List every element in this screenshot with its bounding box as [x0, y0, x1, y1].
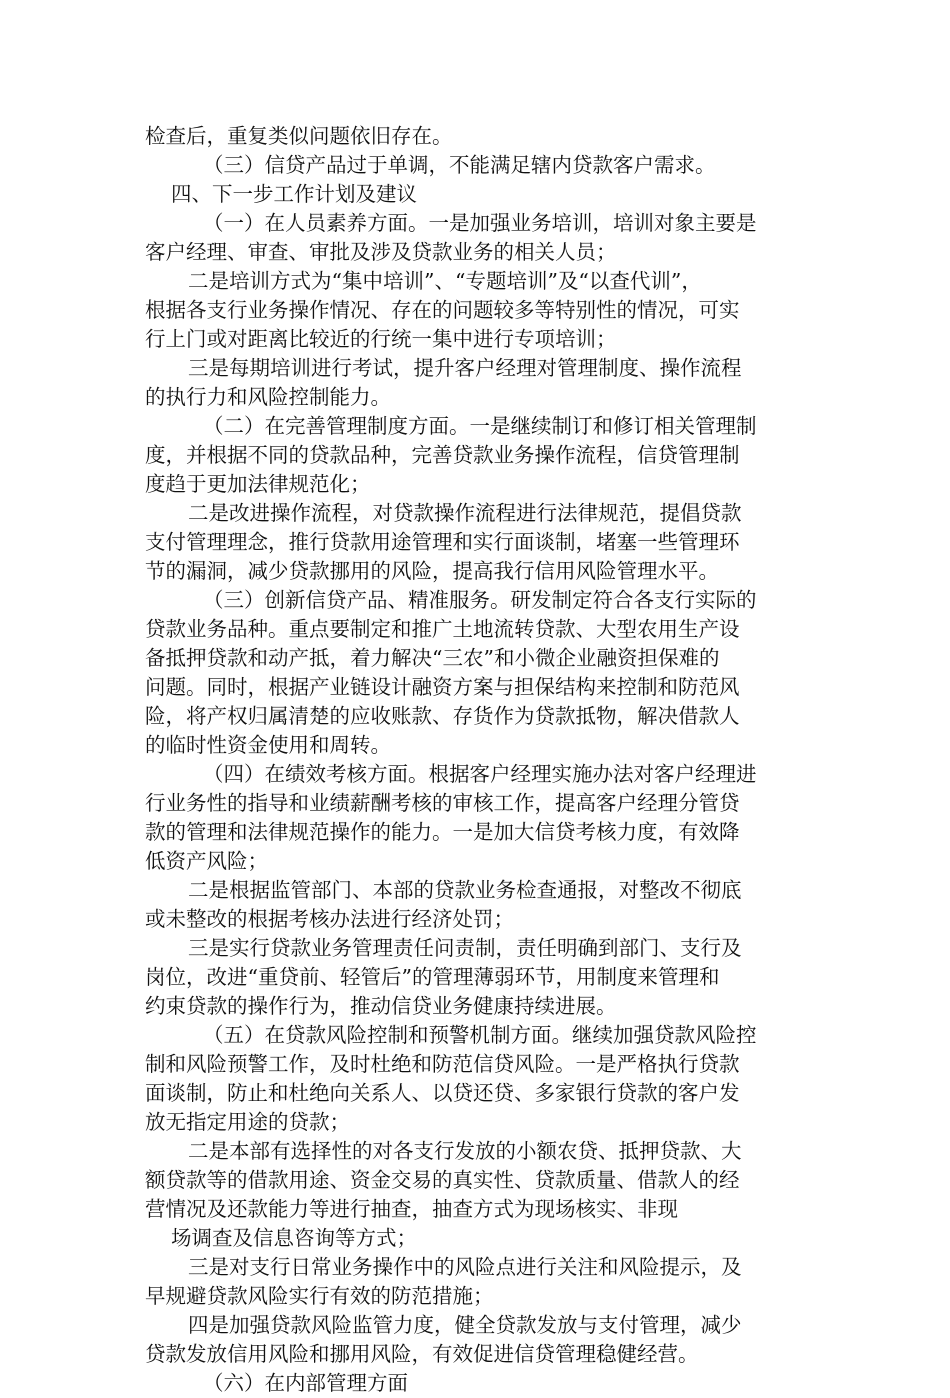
text-line: 四、下一步工作计划及建议 — [171, 182, 417, 206]
text-line: 二是培训方式为“集中培训”、“专题培训”及“以查代训”， — [188, 269, 702, 293]
text-line: 营情况及还款能力等进行抽查，抽查方式为现场核实、非现 — [145, 1197, 678, 1221]
text-line: 制和风险预警工作，及时杜绝和防范信贷风险。一是严格执行贷款 — [145, 1052, 740, 1076]
text-line: 检查后，重复类似问题依旧存在。 — [145, 124, 453, 148]
text-line: 约束贷款的操作行为，推动信贷业务健康持续进展。 — [145, 994, 617, 1018]
text-line: （五）在贷款风险控制和预警机制方面。继续加强贷款风险控 — [203, 1023, 757, 1047]
text-line: 行业务性的指导和业绩薪酬考核的审核工作，提高客户经理分管贷 — [145, 791, 740, 815]
text-line: 额贷款等的借款用途、资金交易的真实性、贷款质量、借款人的经 — [145, 1168, 740, 1192]
text-line: 二是改进操作流程，对贷款操作流程进行法律规范，提倡贷款 — [188, 501, 742, 525]
text-line: 客户经理、审查、审批及涉及贷款业务的相关人员； — [145, 240, 617, 264]
text-line: （三）创新信贷产品、精准服务。研发制定符合各支行实际的 — [203, 588, 757, 612]
text-line: 场调查及信息咨询等方式； — [171, 1226, 417, 1250]
text-line: （四）在绩效考核方面。根据客户经理实施办法对客户经理进 — [203, 762, 757, 786]
text-line: 贷款业务品种。重点要制定和推广土地流转贷款、大型农用生产设 — [145, 617, 740, 641]
text-line: 三是对支行日常业务操作中的风险点进行关注和风险提示，及 — [188, 1255, 742, 1279]
text-line: 岗位，改进“重贷前、轻管后”的管理薄弱环节，用制度来管理和 — [145, 965, 720, 989]
text-line: 款的管理和法律规范操作的能力。一是加大信贷考核力度，有效降 — [145, 820, 740, 844]
text-line: 低资产风险； — [145, 849, 268, 873]
text-line: 度，并根据不同的贷款品种，完善贷款业务操作流程，信贷管理制 — [145, 443, 740, 467]
text-line: 备抵押贷款和动产抵，着力解决“三农”和小微企业融资担保难的 — [145, 646, 720, 670]
text-line: （三）信贷产品过于单调，不能满足辖内贷款客户需求。 — [203, 153, 716, 177]
text-line: 的临时性资金使用和周转。 — [145, 733, 391, 757]
text-line: 的执行力和风险控制能力。 — [145, 385, 391, 409]
text-line: 三是每期培训进行考试，提升客户经理对管理制度、操作流程 — [188, 356, 742, 380]
text-line: （六）在内部管理方面 — [203, 1371, 408, 1395]
text-line: 面谈制，防止和杜绝向关系人、以贷还贷、多家银行贷款的客户发 — [145, 1081, 740, 1105]
text-line: 节的漏洞，减少贷款挪用的风险，提高我行信用风险管理水平。 — [145, 559, 719, 583]
text-line: （二）在完善管理制度方面。一是继续制订和修订相关管理制 — [203, 414, 757, 438]
text-line: （一）在人员素养方面。一是加强业务培训，培训对象主要是 — [203, 211, 757, 235]
text-line: 或未整改的根据考核办法进行经济处罚； — [145, 907, 514, 931]
text-line: 四是加强贷款风险监管力度，健全贷款发放与支付管理，减少 — [188, 1313, 742, 1337]
text-line: 问题。同时，根据产业链设计融资方案与担保结构来控制和防范风 — [145, 675, 740, 699]
text-line: 二是本部有选择性的对各支行发放的小额农贷、抵押贷款、大 — [188, 1139, 742, 1163]
text-line: 支付管理理念，推行贷款用途管理和实行面谈制，堵塞一些管理环 — [145, 530, 740, 554]
text-line: 根据各支行业务操作情况、存在的问题较多等特别性的情况，可实 — [145, 298, 740, 322]
text-line: 放无指定用途的贷款； — [145, 1110, 350, 1134]
text-line: 度趋于更加法律规范化； — [145, 472, 371, 496]
text-line: 行上门或对距离比较近的行统一集中进行专项培训； — [145, 327, 617, 351]
text-line: 早规避贷款风险实行有效的防范措施； — [145, 1284, 494, 1308]
text-line: 三是实行贷款业务管理责任问责制，责任明确到部门、支行及 — [188, 936, 742, 960]
text-line: 二是根据监管部门、本部的贷款业务检查通报，对整改不彻底 — [188, 878, 742, 902]
text-line: 险，将产权归属清楚的应收账款、存货作为贷款抵物，解决借款人 — [145, 704, 740, 728]
document-body — [145, 122, 810, 1398]
text-line: 贷款发放信用风险和挪用风险，有效促进信贷管理稳健经营。 — [145, 1342, 699, 1366]
